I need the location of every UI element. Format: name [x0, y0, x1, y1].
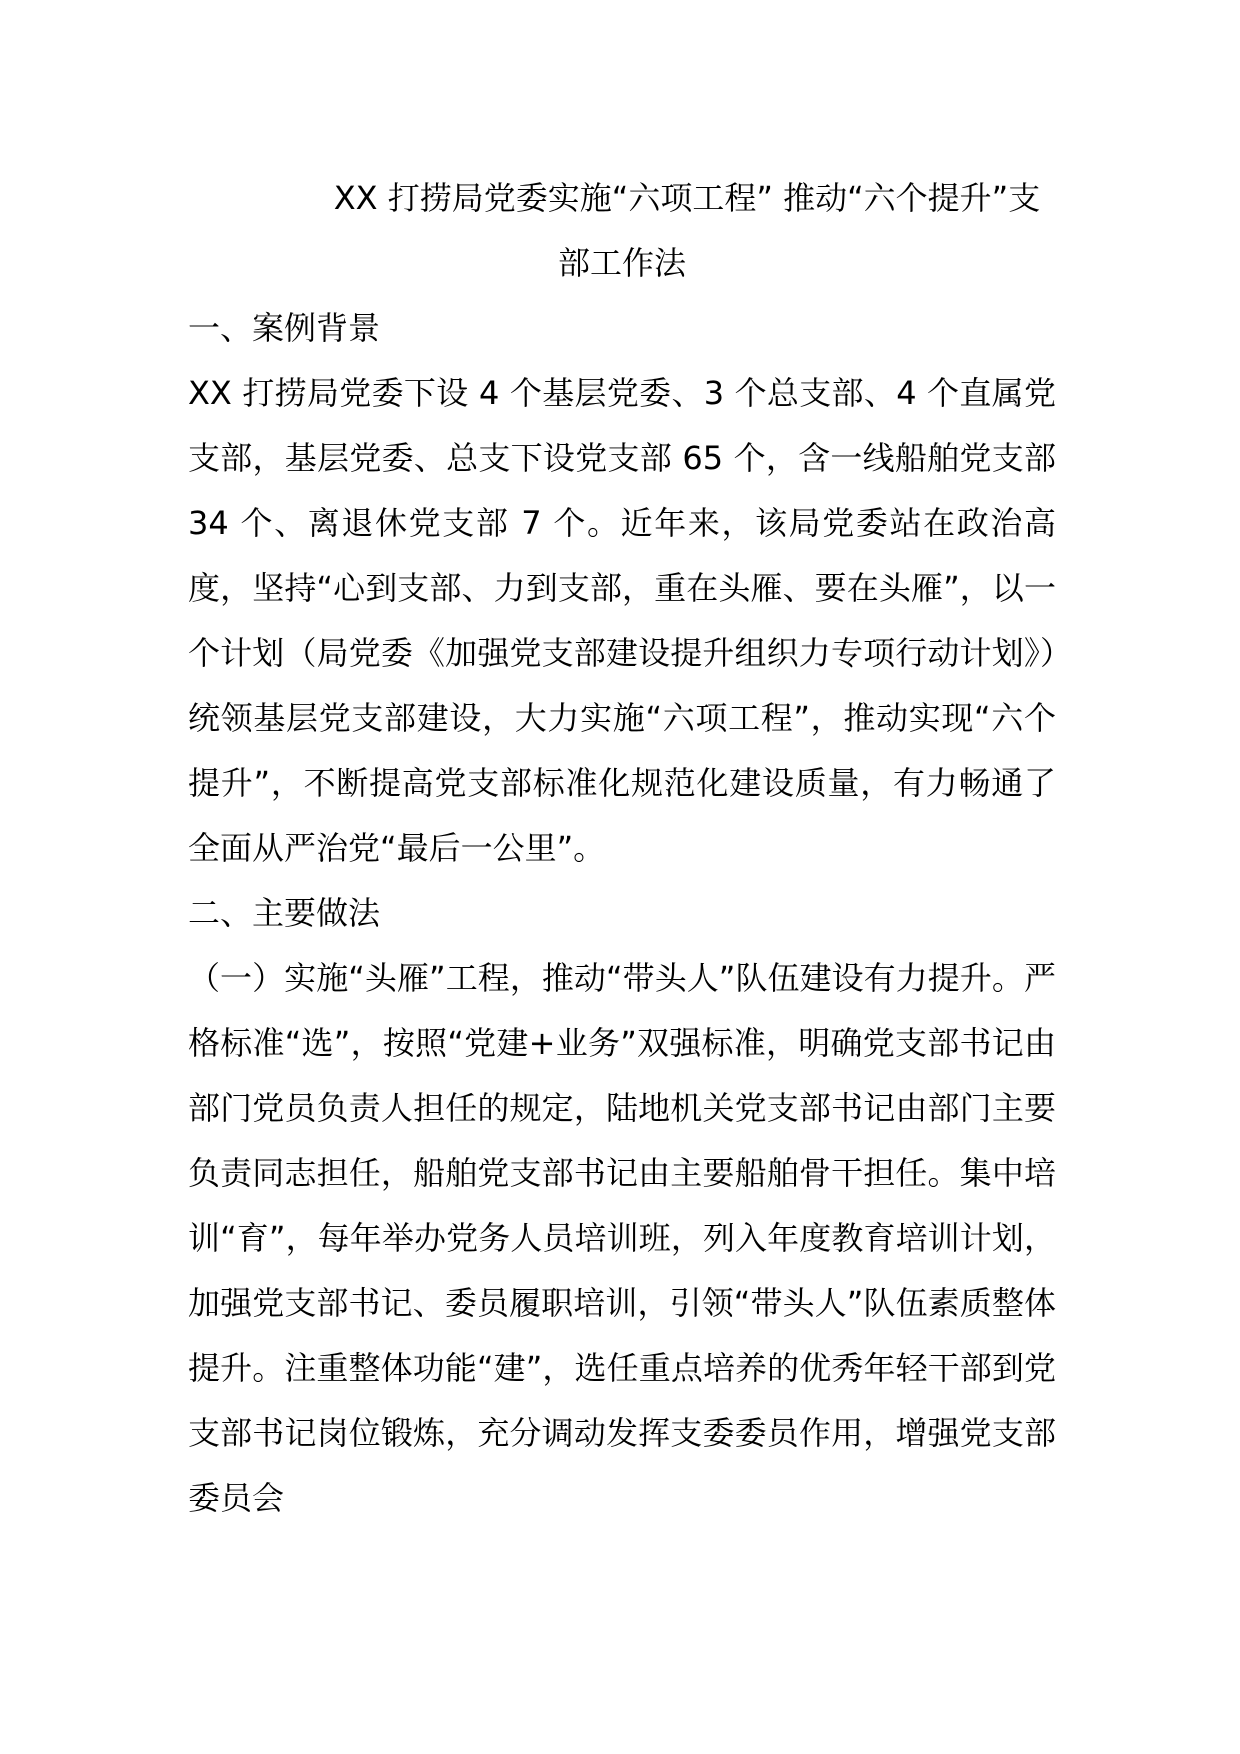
section-heading-main-practices: 二、主要做法	[188, 894, 381, 932]
document-title-line-2: 部工作法	[557, 244, 686, 282]
paragraph-background: XX 打捞局党委下设 4 个基层党委、3 个总支部、4 个直属党支部，基层党委、总支下设党支部 65 个，含一线船舶党支部 34 个、离退休党支部 7 个。近年来，该局党委站在政治高度，坚持“心到支部、力到支部，重在头雁、要在头雁”，以一个计划（局党委《加强党支部建设提升组织力专项行动计划》）统领基层党支部建设，大力实施“六项工程”，推动实现“六个提升”，不断提高党支部标准化规范化建设质量，有力畅通了全面从严治党“最后一公里”。	[188, 374, 1056, 867]
section-heading-background: 一、案例背景	[188, 309, 381, 347]
document-title-line-1: XX 打捞局党委实施“六项工程” 推动“六个提升”支	[333, 179, 1041, 217]
document-title	[188, 166, 1056, 296]
document-body	[188, 166, 1056, 1531]
paragraph-practice-1: （一）实施“头雁”工程，推动“带头人”队伍建设有力提升。严格标准“选”，按照“党建+业务”双强标准，明确党支部书记由部门党员负责人担任的规定，陆地机关党支部书记由部门主要负责同志担任，船舶党支部书记由主要船舶骨干担任。集中培训“育”，每年举办党务人员培训班，列入年度教育培训计划，加强党支部书记、委员履职培训，引领“带头人”队伍素质整体提升。注重整体功能“建”，选任重点培养的优秀年轻干部到党支部书记岗位锻炼，充分调动发挥支委委员作用，增强党支部委员会	[188, 959, 1056, 1517]
